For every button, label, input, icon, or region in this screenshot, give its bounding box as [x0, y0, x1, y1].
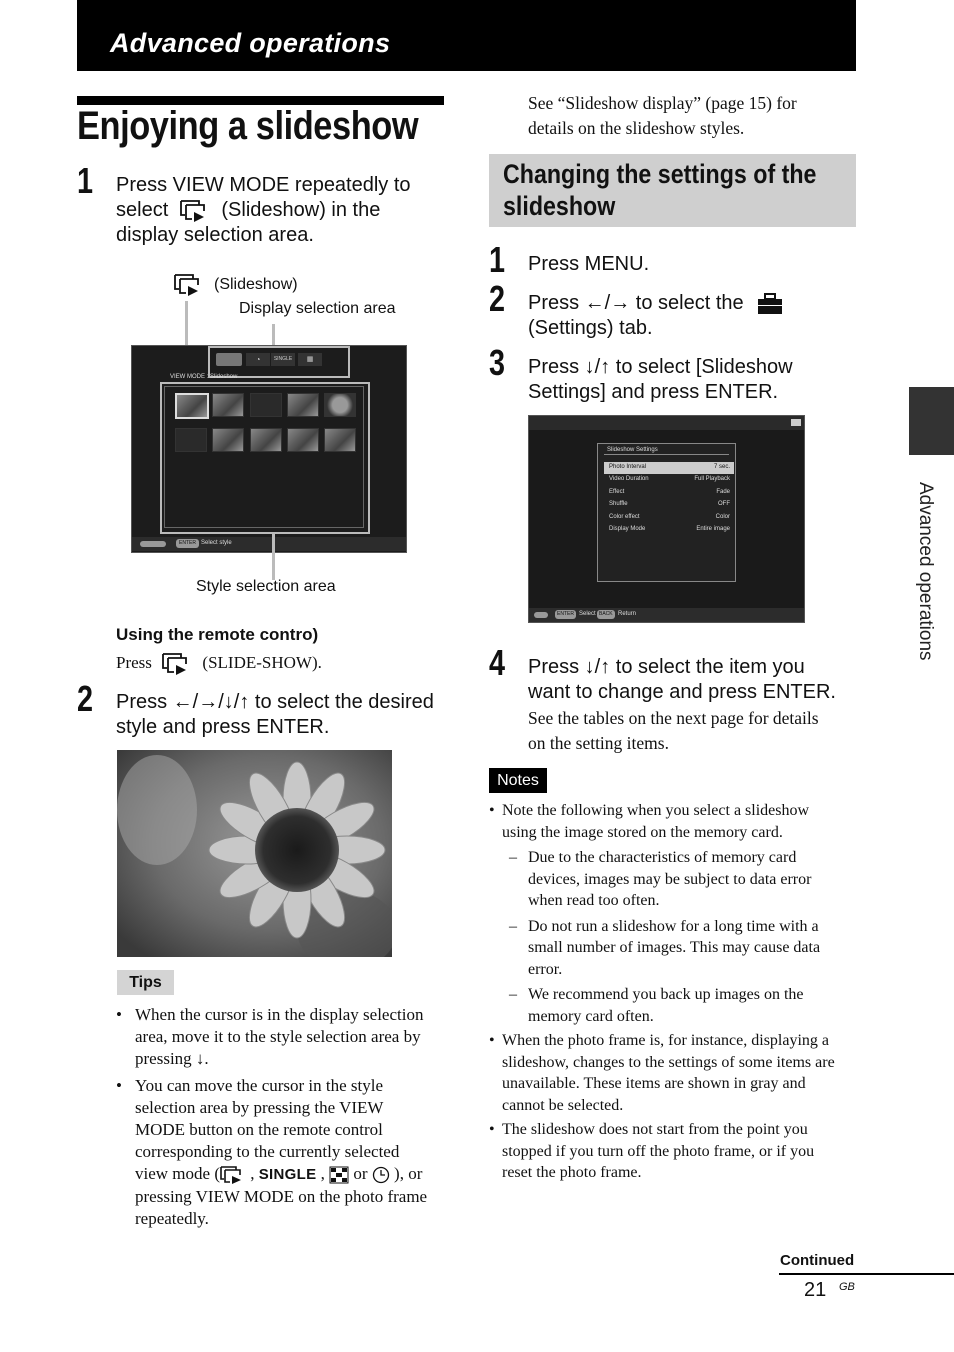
bullet-dot: •: [489, 802, 495, 819]
screen-footer-bar: [132, 537, 406, 551]
style-thumbnail[interactable]: [250, 428, 282, 452]
section-heading: [503, 158, 816, 222]
slideshow-icon: [180, 199, 210, 223]
note-line: small number of images. This may cause data: [528, 939, 821, 956]
note-line: slideshow, changes to the settings of some items are: [502, 1053, 835, 1071]
bullet-dot: •: [489, 1032, 495, 1049]
menu-value: Color: [715, 514, 730, 520]
tip-line: view mode ( , SINGLE , or ), or: [135, 1163, 427, 1186]
step-1-text: [116, 173, 411, 248]
settings-panel: [597, 443, 736, 582]
page-suffix: GB: [839, 1281, 855, 1293]
clock-icon: [372, 1166, 390, 1184]
settings-toolbox-icon: [757, 293, 783, 315]
step-4-text: [528, 655, 836, 705]
step-line: Settings] and press ENTER.: [528, 381, 779, 403]
single-icon: SINGLE: [258, 1166, 317, 1183]
single-mode-button[interactable]: SINGLE: [271, 353, 295, 366]
return-text: Return: [618, 611, 637, 617]
menu-row-selected[interactable]: [604, 462, 734, 474]
settings-screen: [528, 415, 805, 623]
note-line: Note the following when you select a slideshow: [502, 802, 810, 819]
step-2-text: [116, 690, 434, 740]
step-line: style and press ENTER.: [116, 716, 330, 738]
sunflower-photo: [117, 750, 392, 957]
note-dash-3: [489, 984, 835, 1027]
menu-value: Fade: [716, 489, 730, 495]
intro-paragraph: [528, 91, 797, 141]
index-mode-button[interactable]: ▦: [298, 353, 322, 366]
screen-top-bar: [529, 416, 804, 430]
note-line: reset the photo frame.: [502, 1164, 642, 1181]
style-thumbnail[interactable]: [250, 393, 282, 417]
menu-label: Color effect: [609, 514, 640, 520]
note-bullet-3: [489, 1119, 835, 1184]
page-title: Enjoying a slideshow: [77, 104, 419, 148]
step-line: display selection area.: [116, 224, 314, 246]
menu-label: Shuffle: [609, 501, 628, 507]
slideshow-icon: [174, 273, 204, 299]
menu-label: Effect: [609, 489, 625, 495]
select-text: Select: [579, 611, 596, 617]
remote-slide-show: (SLIDE-SHOW).: [202, 652, 322, 672]
screen-mode-label: VIEW MODE : Slideshow: [170, 374, 238, 380]
note-line: See the tables on the next page for details: [528, 708, 819, 728]
intro-line: See “Slideshow display” (page 15) for: [528, 93, 797, 113]
back-badge: BACK: [599, 611, 613, 617]
style-thumbnail[interactable]: [324, 428, 356, 452]
tips-label: Tips: [117, 970, 174, 995]
tip-line: You can move the cursor in the style: [135, 1076, 384, 1095]
step-number: 1: [77, 160, 94, 201]
step-line: Press ↓/↑ to select [Slideshow: [528, 356, 793, 378]
note-dash-1: [489, 847, 835, 912]
dpad-icon: [140, 541, 166, 547]
step-text: Press ←/→ to select the: [528, 292, 744, 314]
dpad-icon: [534, 612, 548, 618]
intro-line: details on the slideshow styles.: [528, 118, 745, 138]
bullet-dot: •: [489, 1121, 495, 1138]
menu-row[interactable]: [604, 499, 734, 511]
remote-instruction: [116, 652, 322, 676]
tip-line: corresponding to the currently selected: [135, 1142, 400, 1161]
tip-line: repeatedly.: [135, 1209, 209, 1228]
screen-footer-text: Select style: [201, 540, 232, 546]
menu-value: 7 sec.: [713, 464, 730, 470]
step-number: 2: [77, 678, 94, 719]
step-line: [528, 291, 783, 316]
note-line: error.: [528, 960, 563, 978]
memory-card-icon: [791, 419, 801, 426]
note-line: using the image stored on the memory card.: [502, 823, 783, 841]
step-number: 4: [489, 642, 506, 683]
display-area-label: Display selection area: [239, 300, 396, 317]
step-number: 3: [489, 342, 506, 383]
dash-mark: –: [509, 986, 517, 1003]
note-line: cannot be selected.: [502, 1096, 624, 1114]
dash-mark: –: [509, 917, 517, 935]
bullet-dot: •: [116, 1076, 122, 1095]
tip-line: pressing VIEW MODE on the photo frame: [135, 1187, 428, 1206]
menu-row[interactable]: [604, 474, 734, 486]
continued-label: Continued: [780, 1252, 855, 1269]
style-area-label: Style selection area: [196, 578, 336, 595]
menu-label: Video Duration: [609, 476, 649, 482]
slideshow-icon: [220, 1165, 246, 1185]
footer-rule: [779, 1273, 954, 1275]
chapter-side-label: Advanced operations: [915, 482, 936, 661]
remote-heading: Using the remote contro): [116, 625, 319, 644]
style-thumbnail[interactable]: [175, 428, 207, 452]
notes-label: Notes: [489, 768, 547, 793]
note-line: devices, images may be subject to data error: [528, 870, 812, 888]
index-grid-icon: [329, 1166, 349, 1184]
note-line: When the photo frame is, for instance, displaying a: [502, 1032, 830, 1049]
step-3-text: [528, 355, 793, 405]
step-4-note: [528, 706, 819, 756]
remote-press: Press: [116, 652, 152, 672]
style-thumbnail[interactable]: [212, 393, 244, 417]
step-line: Press ←/→/↓/↑ to select the desired: [116, 691, 434, 713]
step-number: 1: [489, 239, 506, 280]
step-1-text: Press MENU.: [528, 253, 650, 275]
note-line: on the setting items.: [528, 733, 669, 753]
menu-value: OFF: [718, 501, 730, 507]
menu-row[interactable]: [604, 524, 734, 536]
tip-bullet-1: [116, 1004, 423, 1070]
note-line: Do not run a slideshow for a long time with a: [528, 917, 819, 935]
tip-text: view mode (: [135, 1164, 220, 1183]
notes-list: [489, 800, 835, 1184]
tip-line: area, move it to the style selection area by: [135, 1027, 421, 1046]
menu-label: Display Mode: [609, 526, 646, 532]
tip-line: MODE button on the remote control: [135, 1120, 383, 1139]
bullet-dot: •: [116, 1005, 122, 1024]
step-line: Press VIEW MODE repeatedly to: [116, 174, 411, 196]
callout-line: [272, 532, 275, 580]
note-line: stopped if you turn off the photo frame, or if you: [502, 1142, 815, 1160]
display-screen: [131, 345, 407, 553]
step-2-text: [528, 291, 783, 341]
menu-value: Full Playback: [694, 476, 730, 482]
menu-value: Entire image: [696, 526, 730, 532]
note-line: when read too often.: [528, 892, 660, 909]
tip-bullet-2: [116, 1075, 427, 1230]
section-heading-line: Changing the settings of the: [503, 159, 817, 189]
step-number: 2: [489, 278, 506, 319]
menu-row[interactable]: [604, 487, 734, 499]
tip-text: or: [353, 1164, 368, 1183]
enter-badge: ENTER: [176, 539, 199, 548]
note-line: memory card often.: [528, 1007, 654, 1025]
slideshow-icon: [162, 652, 192, 676]
dash-mark: –: [509, 849, 517, 866]
menu-row[interactable]: [604, 512, 734, 524]
note-line: We recommend you back up images on the: [528, 986, 804, 1003]
section-heading-line: slideshow: [503, 191, 616, 221]
style-thumbnail[interactable]: [212, 428, 244, 452]
slideshow-mode-button[interactable]: [216, 353, 242, 366]
note-bullet-1: [489, 800, 835, 843]
tip-line: pressing ↓.: [135, 1049, 209, 1068]
step-line: Press ↓/↑ to select the item you: [528, 656, 805, 678]
callout-line: [272, 324, 275, 346]
step-line: (Settings) tab.: [528, 317, 653, 339]
style-thumbnail[interactable]: [287, 428, 319, 452]
panel-title: Slideshow Settings: [607, 447, 658, 453]
clock-mode-button[interactable]: ◔: [246, 353, 270, 366]
chapter-side-tab: [909, 387, 954, 455]
style-thumbnail[interactable]: [287, 393, 319, 417]
tip-text: ), or: [394, 1164, 423, 1183]
style-thumbnail[interactable]: [175, 393, 209, 419]
note-bullet-2: [489, 1030, 835, 1116]
step-line: want to change and press ENTER.: [528, 681, 836, 703]
step-text: select: [116, 199, 169, 221]
note-line: The slideshow does not start from the point you: [502, 1121, 808, 1138]
menu-label: Photo Interval: [609, 464, 647, 470]
step-text: (Slideshow) in the: [221, 199, 381, 221]
tip-line: When the cursor is in the display selection: [135, 1005, 424, 1024]
tip-line: selection area by pressing the VIEW: [135, 1098, 384, 1117]
style-thumbnail[interactable]: [324, 393, 356, 417]
section-header-title: Advanced operations: [110, 28, 391, 58]
slideshow-callout-label: (Slideshow): [214, 276, 298, 293]
panel-divider: [604, 454, 729, 455]
enter-badge: ENTER: [557, 611, 574, 617]
page-number: 21: [804, 1279, 827, 1301]
note-line: unavailable. These items are shown in gray and: [502, 1075, 806, 1092]
step-line: [116, 198, 411, 223]
note-dash-2: [489, 916, 835, 981]
note-line: Due to the characteristics of memory card: [528, 849, 797, 866]
